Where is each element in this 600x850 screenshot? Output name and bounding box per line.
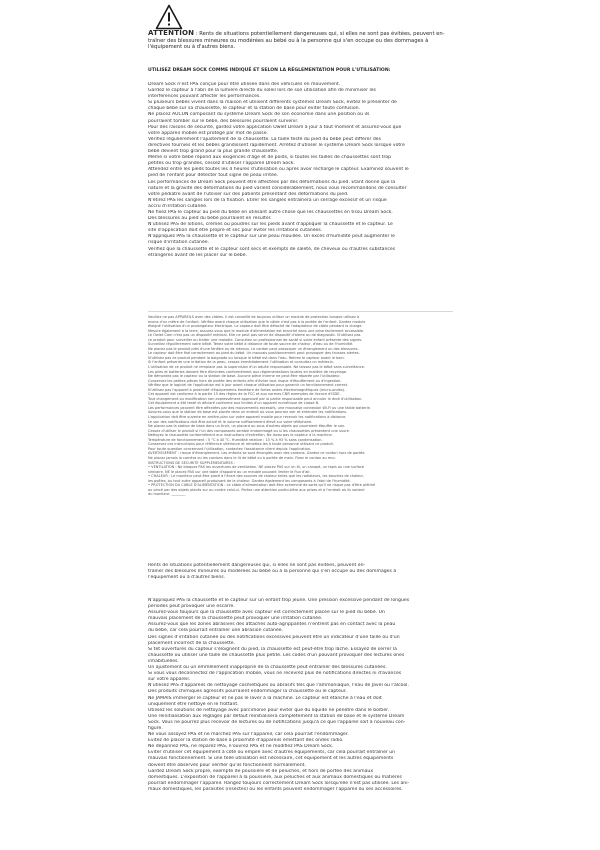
text-line: Sock. Vous ne pourrez plus recevoir de lectures ou de notifications jusqu'à ce que l'appareil soit à nouveau con- — [148, 719, 406, 725]
text-line: votre appareil mobile est protégé par mot de passe. — [148, 130, 268, 136]
text-line: uniquement être nettoyé en le frottant. — [148, 701, 239, 707]
text-line: Cet équipement a été testé et déclaré conforme aux limites d'un appareil numérique de classe B. — [148, 401, 320, 406]
text-line: Conservez ces instructions pour référence ultérieure et remettez-les à toute personne utilisant ce produit. — [148, 442, 334, 447]
text-line: Les performances peuvent être affectées par des mouvements excessifs, une mauvaise connexion Wi-Fi ou une faible batterie. — [148, 405, 371, 410]
text-line: • VENTILATION : Ne bloquez PAS les ouvertures de ventilation. NE placez PAS sur un lit, un canapé, un tapis ou une surface — [148, 465, 364, 470]
text-line: ou pincé par des objets placés sur ou contre celui-ci. Portez une attention particulière aux prises et à l'endroit où ils sortent — [148, 487, 365, 492]
text-line: Surveillez régulièrement votre bébé. Tenez votre bébé à distance de toute source de chaleur, d'eau ou de l'humidité. — [148, 342, 354, 347]
text-line: mauvais fonctionnement. Si une telle utilisation est nécessaire, cet équipement et les autres équipements — [148, 756, 394, 762]
text-line: sur votre appareil. — [148, 677, 191, 683]
text-line: Une réinitialisation aux réglages par défaut réinitialisera complètement la station de base et le système Dream — [148, 713, 405, 719]
text-line: moins d'un mètre de l'enfant. Vérifiez avant chaque utilisation que le câble n'est pas à la portée de l'enfant. Gardez module — [148, 319, 366, 324]
text-line: interférences pouvant affecter les performances. — [148, 94, 261, 100]
attention-notice — [148, 30, 448, 51]
text-line: Si vous vous déconnectez de l'application mobile, vous ne recevrez plus de notifications directes ni d'avances — [148, 671, 402, 677]
text-line: périodes peut provoquer une escarre. — [148, 604, 235, 610]
text-line: pourrait endommager l'appareil. Rangez toujours correctement Dream Sock lorsqu'elle n'est pas utilisée. Les ani- — [148, 780, 410, 786]
usage-instructions — [148, 82, 453, 259]
text-line: pied de l'enfant pour détecter tout signe de peau irritée. — [148, 173, 279, 179]
text-line: N'utilisez pas l'appareil à proximité d'équipements émettant de fortes ondes électromagnétiques (micro-ondes). — [148, 387, 346, 392]
text-line: Mesure également à la terre, assurez-vous que le module d'alimentation est branché dans une prise facilement accessible. — [148, 328, 365, 333]
text-line: Si tet ouvertures du capteur s'éloignent du pied, la chaussette est peut-être trop lâche. Essayez de serrer la — [148, 646, 397, 652]
text-line: Ne JAMAIS immerger le capteur et ne pas le laver à la machine. Le capteur est étanche à l'eau et doit — [148, 695, 382, 701]
text-line: les poêles, ou tout autre appareil produisant de la chaleur. Gardez également les composants à l'abri de l'humidité. — [148, 478, 351, 483]
text-line: Même si votre bébé répond aux exigences d'âge et de poids, si toutes les tailles de chaussettes sont trop — [148, 155, 392, 161]
text-line: N'appliquez PAS la chaussette et le capteur sur une peau mouillée. Un excès d'humidité peut augmenter le — [148, 234, 395, 240]
text-line: • PROTECTION DU CÂBLE D'ALIMENTATION : Le câble d'alimentation doit être acheminé de sorte qu'il ne risque pas d'être piétiné — [148, 483, 376, 488]
text-line: Gardez Dream Sock propre, exempte de poussière et de peluches, et hors de portée des animaux — [148, 768, 374, 774]
text-line: N'étirez PAS les sangles lors de la fixation. Étirer les sangles entraînera un serrage excessif et un risque — [148, 197, 387, 203]
text-line: Évitez de placer la station de base à proximité d'appareils émettant des ondes radio. — [148, 738, 344, 744]
text-line: Vérifiez que la chaussette et le capteur sont secs et exempts de saleté, de cheveux ou d'autres substances — [148, 246, 396, 252]
text-line: Ne placez jamais la caméra ou les cordons dans le lit de bébé ou à portée de main. Fixez le cordon au mur. — [148, 455, 336, 460]
text-line: Cessez d'utiliser le produit si l'un des composants semble endommagé ou si les chaussettes présentent une usure. — [148, 428, 350, 433]
text-line: N'utilisez pas ce produit pendant la baignade ou lorsque le bébé est dans l'eau. Retirez le capteur avant le bain. — [148, 355, 345, 360]
attention-title: ATTENTION — [148, 29, 195, 37]
text-line: nature et la gravité des déformations du pied varient considérablement, nous vous recommandons de consulter — [148, 185, 407, 191]
text-line: accru d'irritation cutanée. — [148, 203, 208, 209]
text-line: Gardez le capteur à l'abri de la lumière directe du soleil lors de son utilisation afin de minimiser les — [148, 88, 376, 94]
text-line: pourraient tomber sur le bébé, des blessures pourraient survenir. — [148, 118, 299, 124]
text-line: Température de fonctionnement : 5 °C à 40 °C. Humidité relative : 15 % à 93 % sans condensation. — [148, 437, 323, 442]
text-line: N'utilisez PAS de lotions, crèmes ou poudres sur les pieds avant d'appliquer la chaussette et le capteur. Le — [148, 222, 393, 228]
text-line: placement incorrect de la chaussette. — [148, 640, 235, 646]
text-line: Des signes d'irritation cutanée ou des notifications excessives peuvent être un indicateur d'une taille ou d'un — [148, 634, 400, 640]
text-line: l'équipement ou à d'autres biens. — [148, 575, 226, 581]
fine-print-section — [148, 311, 453, 497]
text-line: similaire. NE le placez PAS sur une table d'appoint ou un meuble pouvant limiter le flux d'air. — [148, 469, 311, 474]
text-line: Pour toute question concernant l'utilisation, contactez l'assistance client depuis l'application. — [148, 446, 312, 451]
text-line: Ne dépannez PAS, ne réparez PAS, n'ouvrez PAS et ne modifiez PAS Dream Sock. — [148, 744, 334, 750]
text-line: Cet appareil est conforme à la partie 15 des règles de la FCC et aux normes CNR exemptes de licence d'ISDE. — [148, 392, 341, 397]
text-line: ce produit pour surveiller ou traiter une maladie. Consultez un professionnel de santé si votre enfant présente des signes. — [148, 337, 363, 342]
text-line: L'application doit être ouverte en arrière-plan sur votre appareil mobile pour recevoir les notifications à distance. — [148, 415, 347, 420]
text-line: L'utilisation de ce produit ne remplace pas la supervision d'un adulte responsable. Ne laissez pas le bébé sans surveillance. — [148, 365, 365, 370]
text-line: • CHALEUR : Le moniteur peut être placé à l'écart des sources de chaleur telles que les radiateurs, les bouches de chaleur, — [148, 474, 365, 479]
text-line: Un ajustement ou un emmêlement inapproprié de la chaussette peut entraîner des blessures cutanées. — [148, 665, 387, 671]
text-line: Vérifiez régulièrement l'ajustement de la chaussette. La taille testé du pied du bébé peut différer des — [148, 136, 381, 142]
text-line: Si plusieurs bébés vivent dans la maison et utilisent différents systèmes Dream Sock, évitez le présenter de — [148, 100, 397, 106]
text-line: Nettoyez la chaussette conformément aux instructions d'entretien. Ne lavez pas le capteur à la machine. — [148, 433, 333, 438]
text-line: chaussette ou utiliser une taille de chaussette plus petite. Les codes d'un pouvant provoquer des lectures ones — [148, 652, 405, 658]
text-line: Ne placez AUCUN composant du système Dream Sock de son économie dans une position où ils — [148, 112, 370, 118]
section-heading: UTILISEZ DREAM SOCK COMME INDIQUÉ ET SELON LA RÉGLEMENTATION POUR L'UTILISATION: — [148, 68, 391, 73]
text-line: Si l'enfant présente une irritation de la peau, cessez immédiatement l'utilisation et consultez un médecin. — [148, 360, 334, 365]
text-line: doivent être observés pour vérifier qu'ils fonctionnent normalement. — [148, 762, 306, 768]
text-line: Dream Sock n'est PAS conçue pour être utilisée dans des véhicules en mouvement. — [148, 82, 341, 87]
text-line: bébé devient trop grand pour la plus grande chaussette. — [148, 149, 279, 155]
text-line: Le son des notifications doit être activé et le volume suffisamment élevé sur votre téléphone. — [148, 419, 313, 424]
text-line: domestiques. L'exposition de l'appareil à la poussière, aux peluches et aux animaux domestiques ou matières — [148, 774, 402, 780]
text-line: maux domestiques, les parasites (insectes) ou les enfants peuvent endommager l'appareil ou ses accessoires. — [148, 786, 403, 792]
text-line: mauvais placement de la chaussette peut provoquer une irritation cutanée. — [148, 616, 323, 622]
text-line: Veuillez ne pas APPAREILS avec des câbles. Il est conseillé de toujours utiliser un module de protection lorsque utilisez à — [148, 315, 360, 319]
text-line: figuré. — [148, 725, 163, 731]
text-line: traîner des blessures mineures ou modérées au bébé ou à la personne qui s'en occupe ou des dommages à — [148, 569, 397, 575]
text-line: Des blessures au pied du bébé pourraient en résulter. — [148, 216, 272, 222]
text-line: inhabituelles. — [148, 658, 179, 664]
text-line: Attendez entre les pieds toutes les 4 heures d'utilisation ou après avoir rechargé le capteur. Examinez souvent le — [148, 167, 409, 173]
text-line: Utilisez les solutions de nettoyage avec parcimonie pour éviter que du liquide ne pénètre dans le boîtier. — [148, 707, 390, 713]
text-line: étrangères avant de les placer sur le bébé. — [148, 252, 248, 258]
text-line: Ne démontez pas le capteur ou la station de base. Aucune pièce interne ne peut être réparée par l'utilisateur. — [148, 374, 341, 379]
text-line: Ne vous assoyez PAS et ne marchez PAS sur l'appareil, car cela pourrait l'endommager. — [148, 732, 349, 738]
text-line: votre pédiatre avant de l'utiliser sur des patients présentant des déformations du pied. — [148, 191, 349, 197]
text-line: Les piles et batteries doivent être éliminées conformément aux réglementations locales en matière de recyclage. — [148, 369, 348, 374]
repeated-attention-text — [148, 563, 453, 581]
text-line: Ne placez pas le produit près d'une fenêtre ou de rideaux. Le cordon peut provoquer un étranglement ou des blessures. — [148, 346, 359, 351]
text-line: Tout changement ou modification non expressément approuvé par la partie responsable peut annuler le droit d'utilisation. — [148, 396, 363, 401]
text-line: Ne placez pas la station de base dans un tiroir, un placard ou sous d'autres objets qui pourraient étouffer le son. — [148, 424, 346, 429]
text-line: Des produits chimiques agressifs pourraient endommager la chaussette ou le capteur. — [148, 689, 347, 695]
text-line: risque d'irritation cutanée. — [148, 240, 210, 246]
text-line: Assurez-vous que la station de base est placée dans un endroit où vous pourrez voir et entendre les notifications. — [148, 410, 348, 415]
text-line: petites ou trop grandes, cessez d'utiliser l'appareil Dream Sock. — [148, 161, 295, 167]
text-line: du bébé, car cela pourrait entraîner une abrasion cutanée. — [148, 628, 284, 634]
text-line: N'appliquez PAS la chaussette et le capteur sur un enfant trop jeune. Une pression excessive pendant de longues — [148, 598, 410, 603]
text-line: du moniteur. ________ — [148, 492, 186, 497]
text-line: INSTRUCTIONS DE SÉCURITÉ SUPPLÉMENTAIRES : — [148, 460, 236, 465]
text-line: N'utilisez PAS d'appareils de nettoyage cosmétiques ou abrasifs tels que l'ammoniaque, l'eau de Javel ou l'alcool. — [148, 683, 409, 689]
text-line: Le capteur doit être fixé correctement au pied du bébé. Un mauvais positionnement peut provoquer des fausses alertes. — [148, 351, 360, 356]
additional-warnings — [148, 598, 453, 793]
text-line: Vérifiez que le logiciel de l'application est à jour avant chaque utilisation pour garantir un fonctionnement correct. — [148, 383, 349, 388]
text-line: Conservez les petites pièces hors de portée des enfants afin d'éviter tout risque d'étouffement ou d'ingestion. — [148, 378, 342, 383]
warning-triangle-icon — [155, 4, 183, 30]
text-line: Pour des raisons de sécurité, gardez votre application Owlet Dream à jour à tout moment et assurez-vous que — [148, 124, 402, 130]
attention-text: : Rents de situations potentiellement dangereuses qui, si elles ne sont pas évitées, peuvent en-traîner des blessures mineures ou modérées au bébé ou à la personne qui s'en occupe ou des dommages à l'équipement ou à d'autres biens. — [148, 31, 445, 51]
text-line: éloigné l'utilisation d'un prolongateur électrique. Le capteur doit être détaché de l'adaptateur de câble pendant la charge. — [148, 324, 363, 329]
text-line: Ne fixez PAS le capteur au pied du bébé en utilisant autre chose que les chaussettes en tissu Dream Sock. — [148, 209, 393, 215]
text-line: Rents de situations potentiellement dangereuses qui, si elles ne sont pas évitées, peuvent en- — [148, 563, 366, 568]
text-line: Les performances de Dream Sock peuvent être affectées par des déformations du pied. Étant donné que la — [148, 179, 396, 185]
text-line: Le Owlet Cam n'est pas un dispositif médical. Elle ne peut pas servir de dispositif d'alerte ou de diagnostic. N'utilisez pas — [148, 333, 361, 338]
text-line: Éviter d'utiliser cet équipement à côté ou empilé avec d'autres équipements, car cela pourrait entraîner un — [148, 750, 396, 756]
text-line: Assurez-vous toujours que la chaussette avec capteur est correctement placée sur le pied du bébé. Un — [148, 610, 385, 616]
text-line: directives fournies et les bébés grandissent rapidement. Arrêtez d'utiliser le système Dream Sock lorsque votre — [148, 142, 405, 148]
text-line: AVERTISSEMENT : risque d'étranglement. Les enfants se sont étranglés avec des cordons. Gardez ce cordon hors de portée. — [148, 451, 366, 456]
text-line: Assurez-vous que les zones abrasives des attaches auto-agrippantes n'entrent pas en contact avec la peau — [148, 622, 396, 628]
text-line: chaque bébé sur sa chaussette, le capteur et la station de base pour éviter toute confusion. — [148, 106, 361, 112]
text-line: site d'application doit être propre et sec pour éviter les irritations cutanées. — [148, 228, 323, 234]
